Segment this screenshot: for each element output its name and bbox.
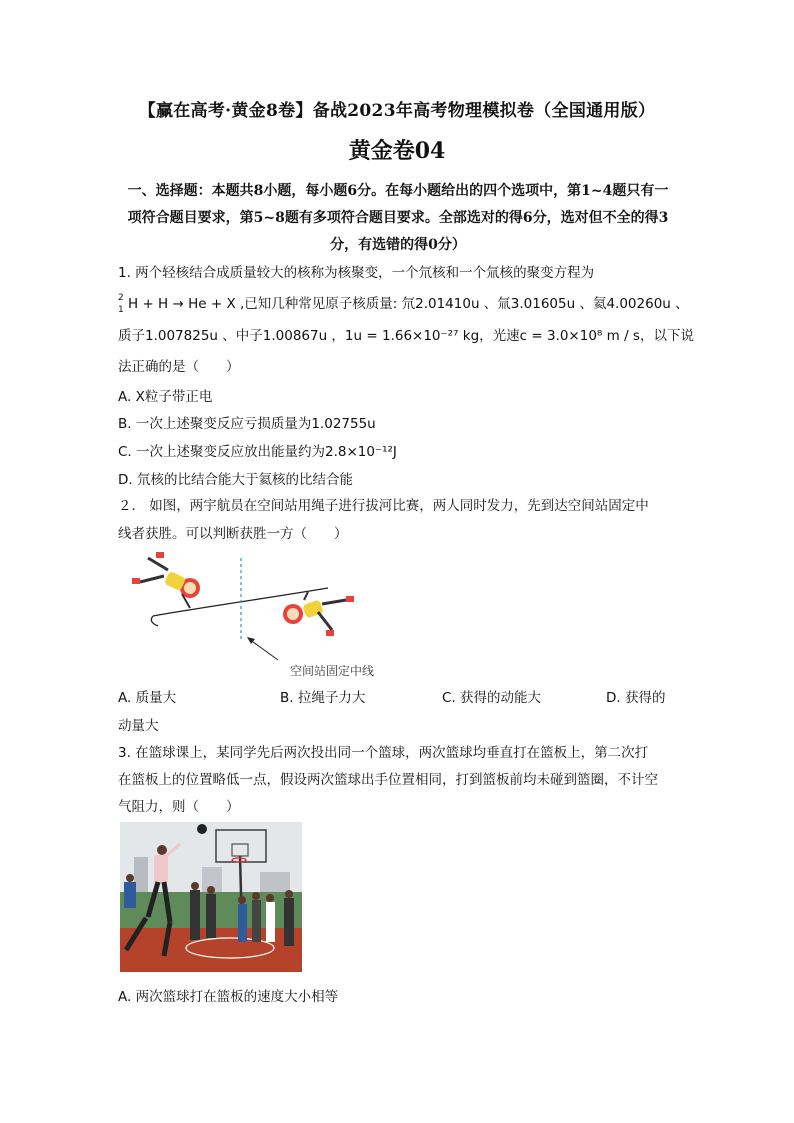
q2-option-d-continued: 动量大 bbox=[118, 718, 159, 734]
exam-subtitle: 黄金卷04 bbox=[348, 138, 446, 164]
q1-option-a: A. X粒子带正电 bbox=[118, 389, 213, 405]
q1-line-1: 1. 两个轻核结合成质量较大的核称为核聚变，一个氘核和一个氚核的聚变方程为 bbox=[118, 265, 595, 281]
q3-line-3: 气阻力，则（ ） bbox=[118, 799, 240, 815]
section-instructions bbox=[118, 178, 678, 259]
basketball-photo bbox=[120, 822, 302, 972]
astronaut-right bbox=[283, 592, 354, 636]
figure-caption: 空间站固定中线 bbox=[290, 664, 375, 678]
q2-option-a: A. 质量大 bbox=[118, 690, 177, 706]
q2-line-2: 线者获胜。可以判断获胜一方（ ） bbox=[118, 526, 348, 542]
q3-option-a: A. 两次篮球打在篮板的速度大小相等 bbox=[118, 989, 339, 1005]
q3-line-1: 3. 在篮球课上，某同学先后两次投出同一个篮球，两次篮球均垂直打在篮板上，第二次打 bbox=[118, 745, 649, 761]
exam-title: 【赢在高考·黄金8卷】备战2023年高考物理模拟卷（全国通用版） bbox=[138, 101, 656, 121]
basketball bbox=[197, 824, 207, 834]
q2-option-b: B. 拉绳子力大 bbox=[280, 690, 366, 706]
astronaut-left bbox=[132, 552, 200, 608]
q1-line-3: 质子1.007825u 、中子1.00867u ，1u = 1.66×10⁻²⁷ kg，光速c = 3.0×10⁸ m / s，以下说 bbox=[118, 328, 694, 344]
q1-equation-line bbox=[118, 292, 689, 315]
section-line-1: 一、选择题：本题共8小题，每小题6分。在每小题给出的四个选项中，第1~4题只有一 bbox=[127, 183, 669, 199]
q1-option-c: C. 一次上述聚变反应放出能量约为2.8×10⁻¹²J bbox=[118, 444, 397, 460]
q1-option-b: B. 一次上述聚变反应亏损质量为1.02755u bbox=[118, 416, 376, 432]
q2-line-1: ２． 如图，两宇航员在空间站用绳子进行拔河比赛，两人同时发力，先到达空间站固定中 bbox=[118, 498, 649, 514]
q2-option-d: D. 获得的 bbox=[606, 690, 666, 706]
section-line-2: 项符合题目要求，第5~8题有多项符合题目要求。全部选对的得6分，选对但不全的得3 bbox=[127, 210, 669, 226]
q1-line-4: 法正确的是（ ） bbox=[118, 359, 240, 375]
q1-option-d: D. 氘核的比结合能大于氦核的比结合能 bbox=[118, 472, 353, 488]
section-line-3: 分，有选错的得0分） bbox=[330, 237, 466, 253]
q3-line-2: 在篮板上的位置略低一点，假设两次篮球出手位置相同，打到篮板前均未碰到篮圈，不计空 bbox=[118, 772, 658, 788]
tug-of-war-figure bbox=[118, 548, 378, 678]
nuclide-h2: 2 1 bbox=[118, 293, 124, 315]
q1-equation-text: H + H → He + X ,已知几种常见原子核质量: 氘2.01410u 、氚3.01605u 、氦4.00260u 、 bbox=[128, 296, 689, 312]
q2-option-c: C. 获得的动能大 bbox=[442, 690, 542, 706]
caption-arrow bbox=[249, 639, 278, 660]
